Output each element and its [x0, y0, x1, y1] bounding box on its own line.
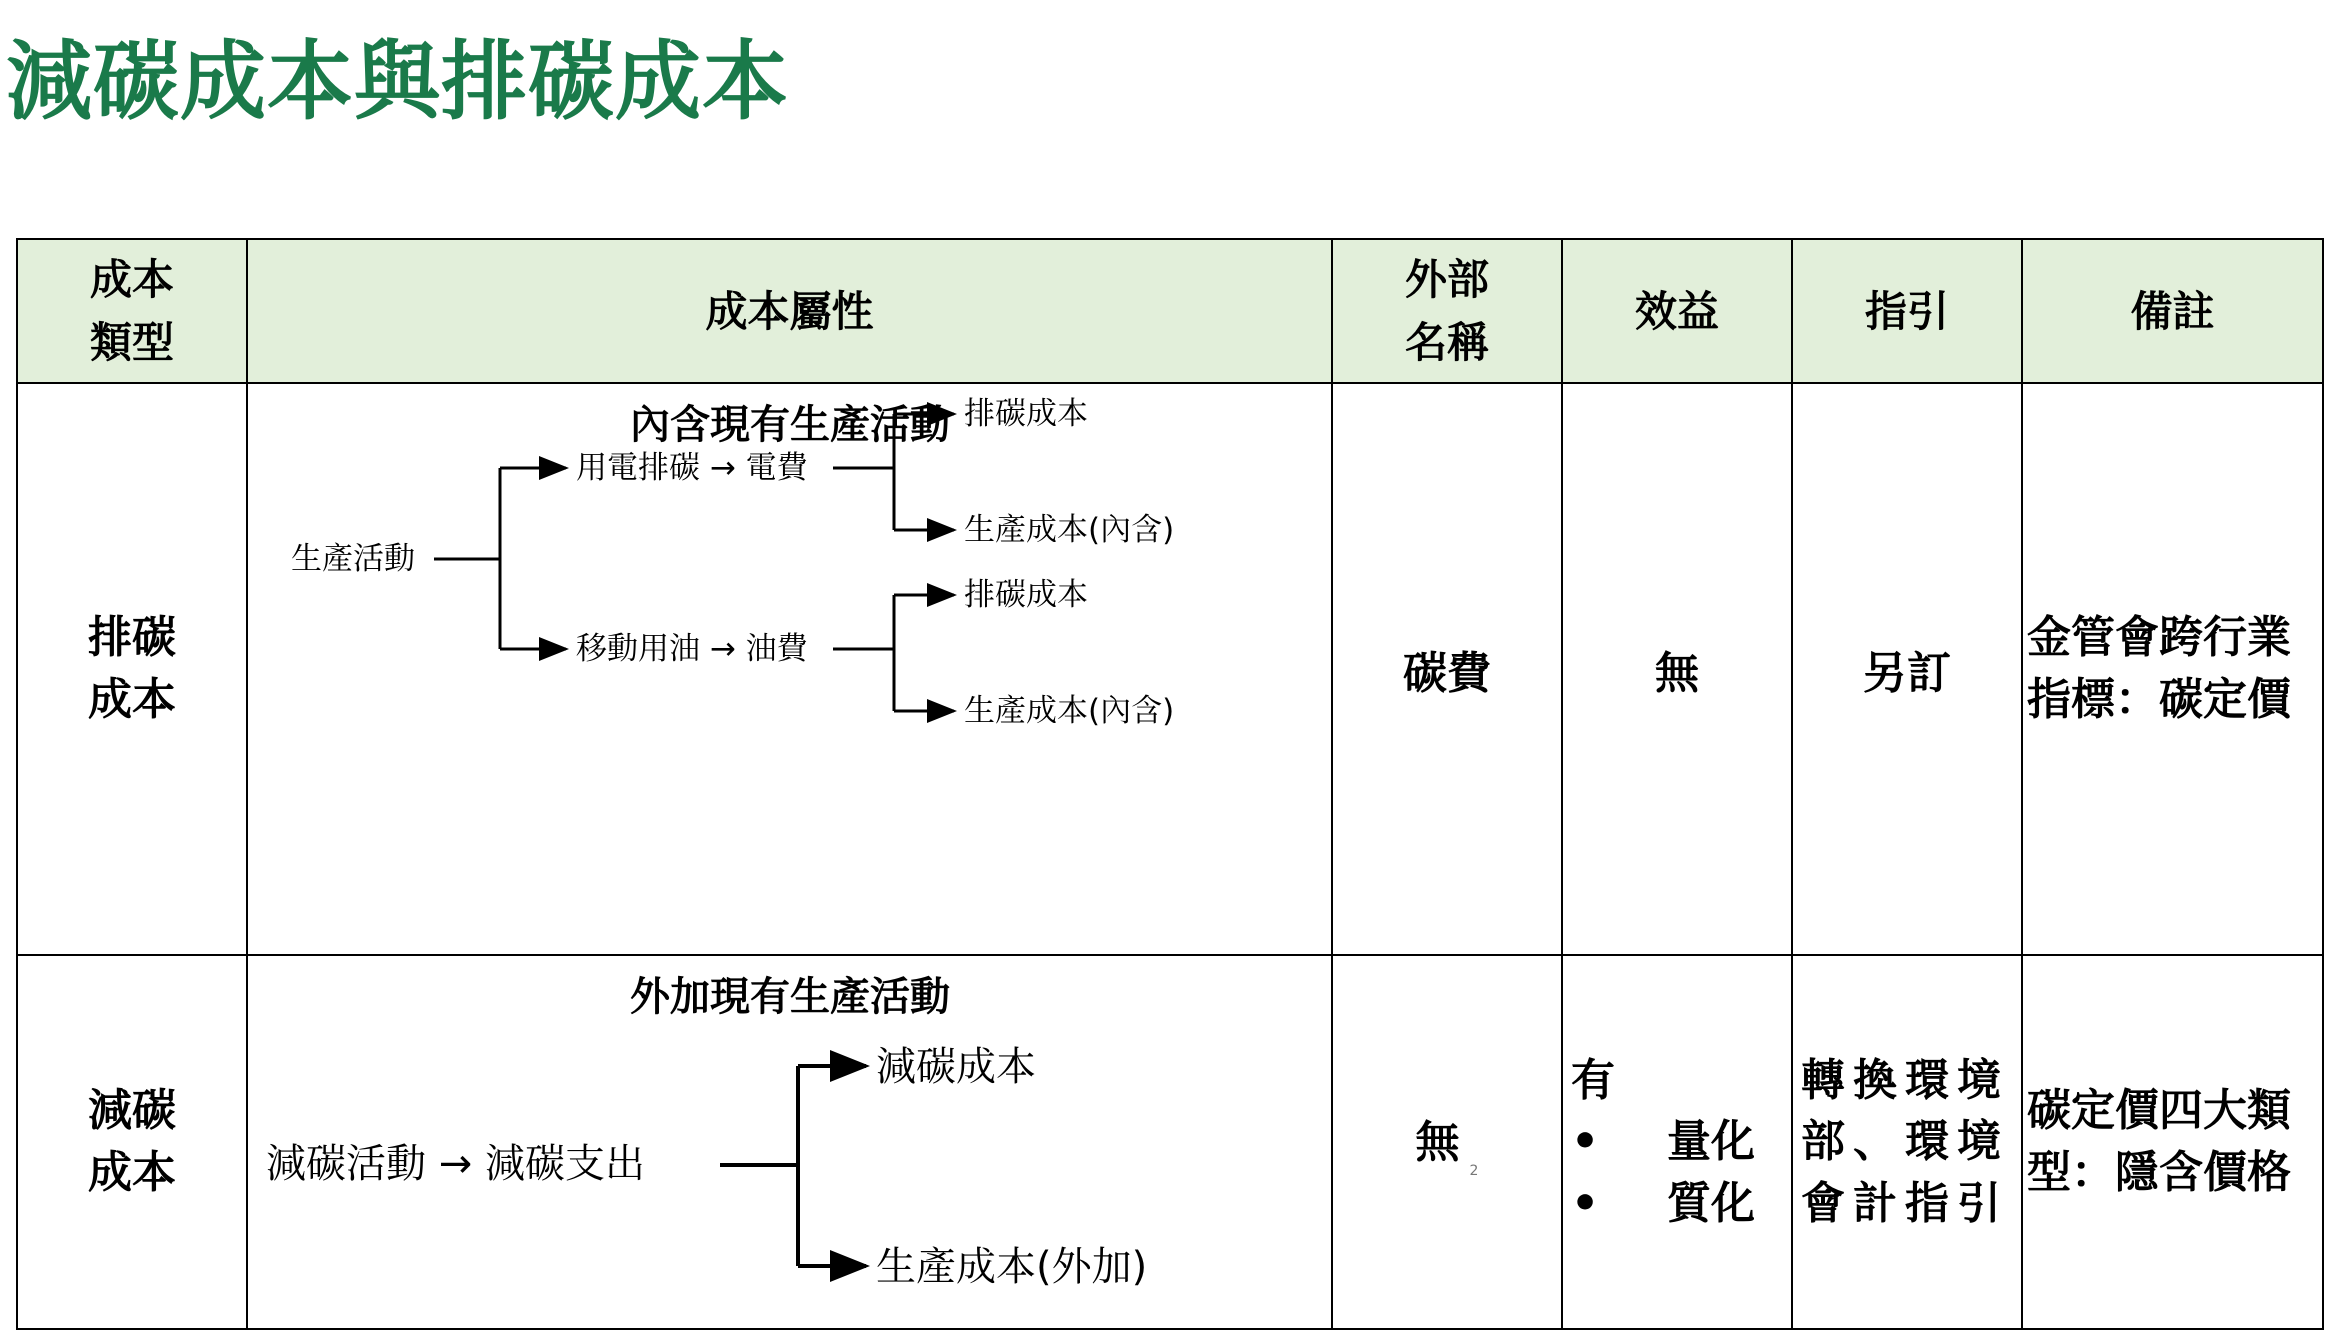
header-attribute: 成本屬性	[247, 239, 1332, 383]
cost-table	[16, 238, 2324, 1330]
page-title: 減碳成本與排碳成本	[6, 32, 789, 132]
cost-type-line1: 排碳	[88, 611, 176, 663]
table-row-reduction-cost	[17, 955, 2323, 1329]
benefit-item	[1571, 1173, 1791, 1235]
cost-type-line1: 減碳	[88, 1084, 176, 1136]
header-remark: 備註	[2022, 239, 2323, 383]
guideline-line1: 轉換環境	[1801, 1054, 2009, 1106]
node-branch-b: 移動用油 → 油費	[576, 631, 808, 667]
header-external-line2: 名稱	[1404, 318, 1489, 367]
cost-type-line2: 成本	[88, 674, 176, 725]
benefit-item-label: 質化	[1667, 1177, 1755, 1229]
cell-guideline	[1792, 955, 2022, 1329]
header-cost-type-line2: 類型	[89, 318, 174, 367]
cell-cost-type	[17, 383, 247, 955]
guideline-line2: 部、環境	[1801, 1116, 2009, 1168]
external-subscript: 2	[1469, 1162, 1479, 1179]
bullet-icon: •	[1571, 1177, 1600, 1229]
benefit-item	[1571, 1111, 1791, 1173]
cell-attribute-diagram	[247, 955, 1332, 1329]
bullet-icon: •	[1571, 1116, 1600, 1168]
node-leaf-b2: 生產成本(內含)	[964, 693, 1175, 729]
node-leaf-b1: 排碳成本	[964, 577, 1088, 613]
header-benefit: 效益	[1562, 239, 1792, 383]
benefit-item-label: 量化	[1667, 1116, 1755, 1168]
cell-external	[1332, 955, 1562, 1329]
remark-line1: 金管會跨行業	[2027, 612, 2291, 664]
cell-remark	[2022, 383, 2323, 955]
header-external-line1: 外部	[1404, 255, 1489, 304]
node-leaf-a1: 排碳成本	[964, 396, 1088, 432]
remark-line2: 指標：碳定價	[2027, 674, 2291, 725]
header-guideline: 指引	[1792, 239, 2022, 383]
node-root: 生產活動	[291, 541, 415, 577]
node-leaf-a2: 生產成本(內含)	[964, 512, 1175, 548]
remark-line2: 型：隱含價格	[2027, 1147, 2291, 1198]
reduction-flow-diagram	[248, 956, 1333, 1328]
cost-type-line2: 成本	[88, 1147, 176, 1198]
cell-remark	[2022, 955, 2323, 1329]
header-row	[17, 239, 2323, 383]
header-cost-type-line1: 成本	[89, 255, 174, 304]
cell-benefit: 無	[1562, 383, 1792, 955]
remark-line1: 碳定價四大類	[2027, 1085, 2291, 1137]
external-value: 無	[1415, 1116, 1460, 1168]
emission-flow-diagram	[248, 384, 1333, 954]
guideline-line3: 會計指引	[1801, 1177, 2009, 1229]
header-cost-type	[17, 239, 247, 383]
diagram-heading: 外加現有生產活動	[630, 974, 950, 1020]
cell-external: 碳費	[1332, 383, 1562, 955]
diagram-heading: 內含現有生產活動	[630, 402, 950, 448]
node-leaf2: 生產成本(外加)	[876, 1244, 1148, 1290]
node-leaf1: 減碳成本	[876, 1044, 1036, 1090]
node-root: 減碳活動 → 減碳支出	[266, 1141, 645, 1187]
cell-attribute-diagram	[247, 383, 1332, 955]
node-branch-a: 用電排碳 → 電費	[576, 450, 808, 486]
benefit-head: 有	[1571, 1054, 1615, 1106]
table-row-emission-cost	[17, 383, 2323, 955]
cell-cost-type	[17, 955, 247, 1329]
cell-guideline: 另訂	[1792, 383, 2022, 955]
cell-benefit	[1562, 955, 1792, 1329]
header-external	[1332, 239, 1562, 383]
